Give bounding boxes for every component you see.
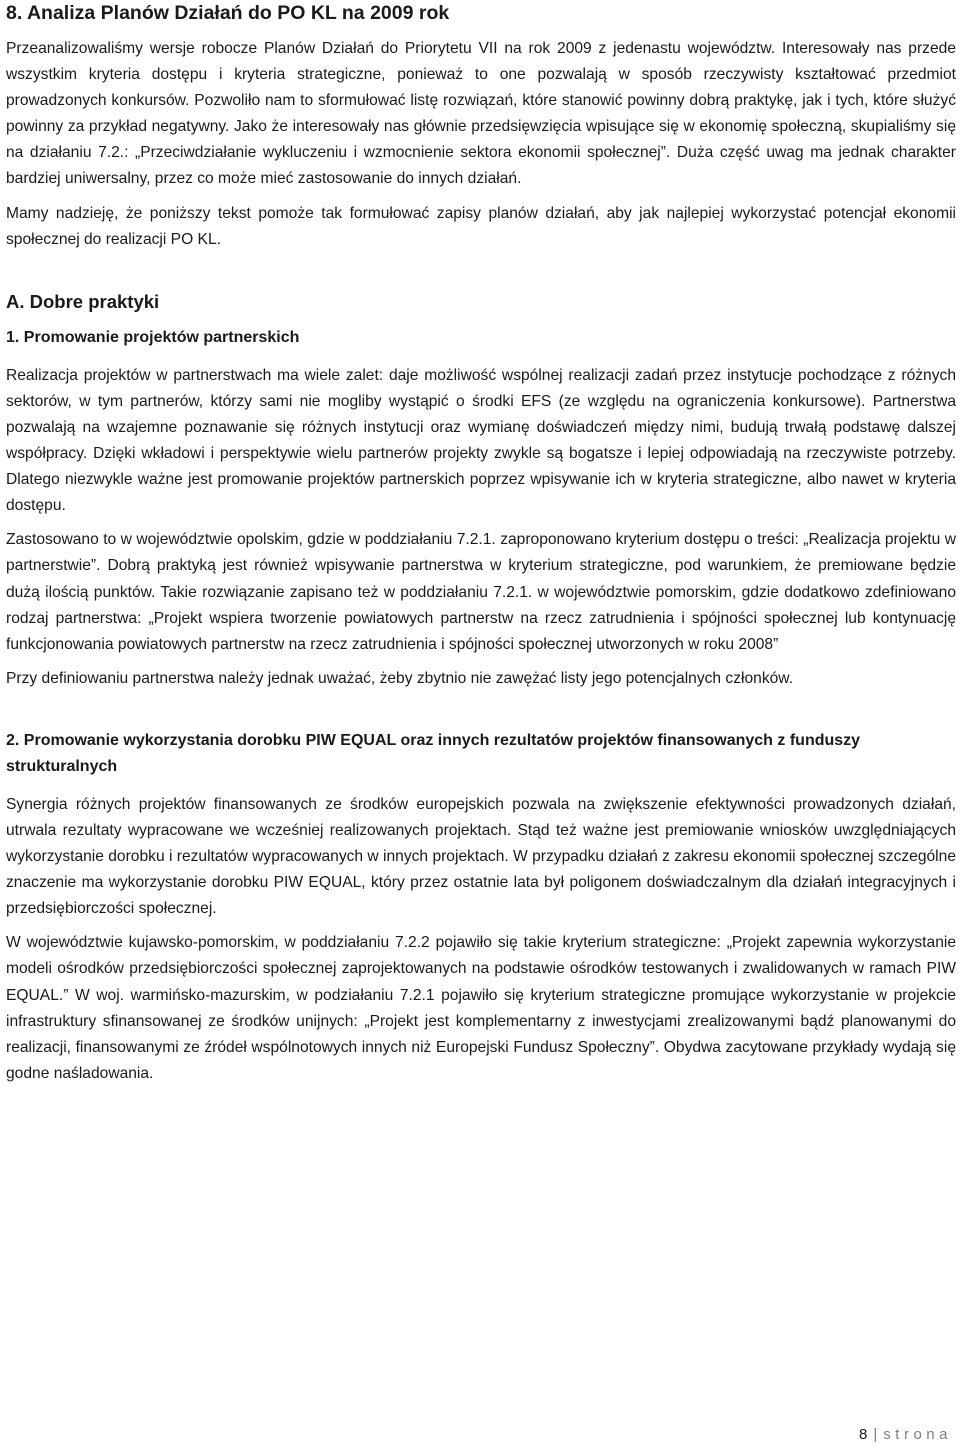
item-1-paragraph-3: Przy definiowaniu partnerstwa należy jednak uważać, żeby zbytnio nie zawężać listy jego potencjalnych członków. [6, 669, 794, 687]
item-1-paragraph-2: Zastosowano to w województwie opolskim, gdzie w poddziałaniu 7.2.1. zaproponowano kryterium dostępu o treści: „Realizacja projektu w partnerstwie”. Dobrą praktyką jest również wpisywanie partnerstwa w kryterium strategiczne, pod warunkiem, że premiowane będzie dużą ilością punktów. Takie rozwiązanie zapisano też w poddziałaniu 7.2.1. w województwie pomorskim, gdzie dodatkowo zdefiniowano rodzaj partnerstwa: „Projekt wspiera tworzenie powiatowych partnerstw na rzecz zatrudnienia i spójności społecznej lub kontynuację funkcjonowania powiatowych partnerstw na rzecz zatrudnienia i spójności społecznej utworzonych w roku 2008” [6, 531, 956, 653]
item-1-title: 1. Promowanie projektów partnerskich [6, 328, 300, 346]
section-title: 8. Analiza Planów Działań do PO KL na 2009 rok [6, 2, 450, 24]
item-2-title: 2. Promowanie wykorzystania dorobku PIW EQUAL oraz innych rezultatów projektów finansowanych z funduszy strukturalnych [6, 731, 861, 775]
intro-paragraph-1: Przeanalizowaliśmy wersje robocze Planów Działań do Priorytetu VII na rok 2009 z jedenastu województw. Interesowały nas przede wszystkim kryteria dostępu i kryteria strategiczne, ponieważ to one pozwalają w sposób rzeczywisty kształtować przedmiot prowadzonych konkursów. Pozwoliło nam to sformułować listę rozwiązań, które stanowić powinny dobrą praktykę, jak i tych, które służyć powinny za przykład negatywny. Jako że interesowały nas głównie przedsięwzięcia wpisujące się w ekonomię społeczną, skupialiśmy się na działaniu 7.2.: „Przeciwdziałanie wykluczeniu i wzmocnienie sektora ekonomii społecznej”. Duża część uwag ma jednak charakter bardziej uniwersalny, przez co może mieć zastosowanie do innych działań. [6, 40, 956, 188]
item-1-paragraph-1: Realizacja projektów w partnerstwach ma wiele zalet: daje możliwość wspólnej realizacji zadań przez instytucje pochodzące z różnych sektorów, w tym partnerów, którzy sami nie mogliby wystąpić o środki EFS (ze względu na ograniczenia konkursowe). Partnerstwa pozwalają na wzajemne poznawanie się różnych instytucji oraz wymianę doświadczeń między nimi, budują trwałą podstawę dalszej współpracy. Dzięki wkładowi i perspektywie wielu partnerów projekty zwykle są bogatsze i lepiej odpowiadają na rzeczywiste potrzeby. Dlatego niezwykle ważne jest promowanie projektów partnerskich poprzez wpisywanie ich w kryteria strategiczne, albo nawet w kryteria dostępu. [6, 366, 956, 515]
page-number: 8 [859, 1426, 868, 1443]
item-2-paragraph-2: W województwie kujawsko-pomorskim, w poddziałaniu 7.2.2 pojawiło się takie kryterium strategiczne: „Projekt zapewnia wykorzystanie modeli ośrodków przedsiębiorczości społecznej zaprojektowanych na podstawie ośrodków testowanych i zwalidowanych w ramach PIW EQUAL.” W woj. warmińsko-mazurskim, w podziałaniu 7.2.1 pojawiło się kryterium strategiczne promujące wykorzystanie w projekcie infrastruktury sfinansowanej ze środków unijnych: „Projekt jest komplementarny z inwestycjami zrealizowanymi bądź planowanymi do realizacji, finansowanymi ze źródeł wspólnotowych innych niż Europejski Fundusz Społeczny”. Obydwa zacytowane przykłady wydają się godne naśladowania. [6, 934, 956, 1082]
intro-paragraph-2: Mamy nadzieję, że poniższy tekst pomoże tak formułować zapisy planów działań, aby jak najlepiej wykorzystać potencjał ekonomii społecznej do realizacji PO KL. [6, 204, 956, 248]
page-footer [859, 1426, 952, 1444]
footer-separator: | [873, 1426, 878, 1443]
item-2-paragraph-1: Synergia różnych projektów finansowanych ze środków europejskich pozwala na zwiększenie efektywności prowadzonych działań, utrwala rezultaty wypracowane we wcześniej realizowanych projektach. Stąd też ważne jest premiowanie wniosków uwzględniających wykorzystanie dorobku i rezultatów wypracowanych w innych projektach. W przypadku działań z zakresu ekonomii społecznej szczególne znaczenie ma wykorzystanie dorobku PIW EQUAL, który przez ostatnie lata był poligonem doświadczalnym dla działań integracyjnych i przedsiębiorczości społecznej. [6, 795, 956, 918]
document-page [6, 0, 956, 1087]
footer-page-word: strona [883, 1426, 952, 1443]
subsection-a-title: A. Dobre praktyki [6, 290, 160, 312]
